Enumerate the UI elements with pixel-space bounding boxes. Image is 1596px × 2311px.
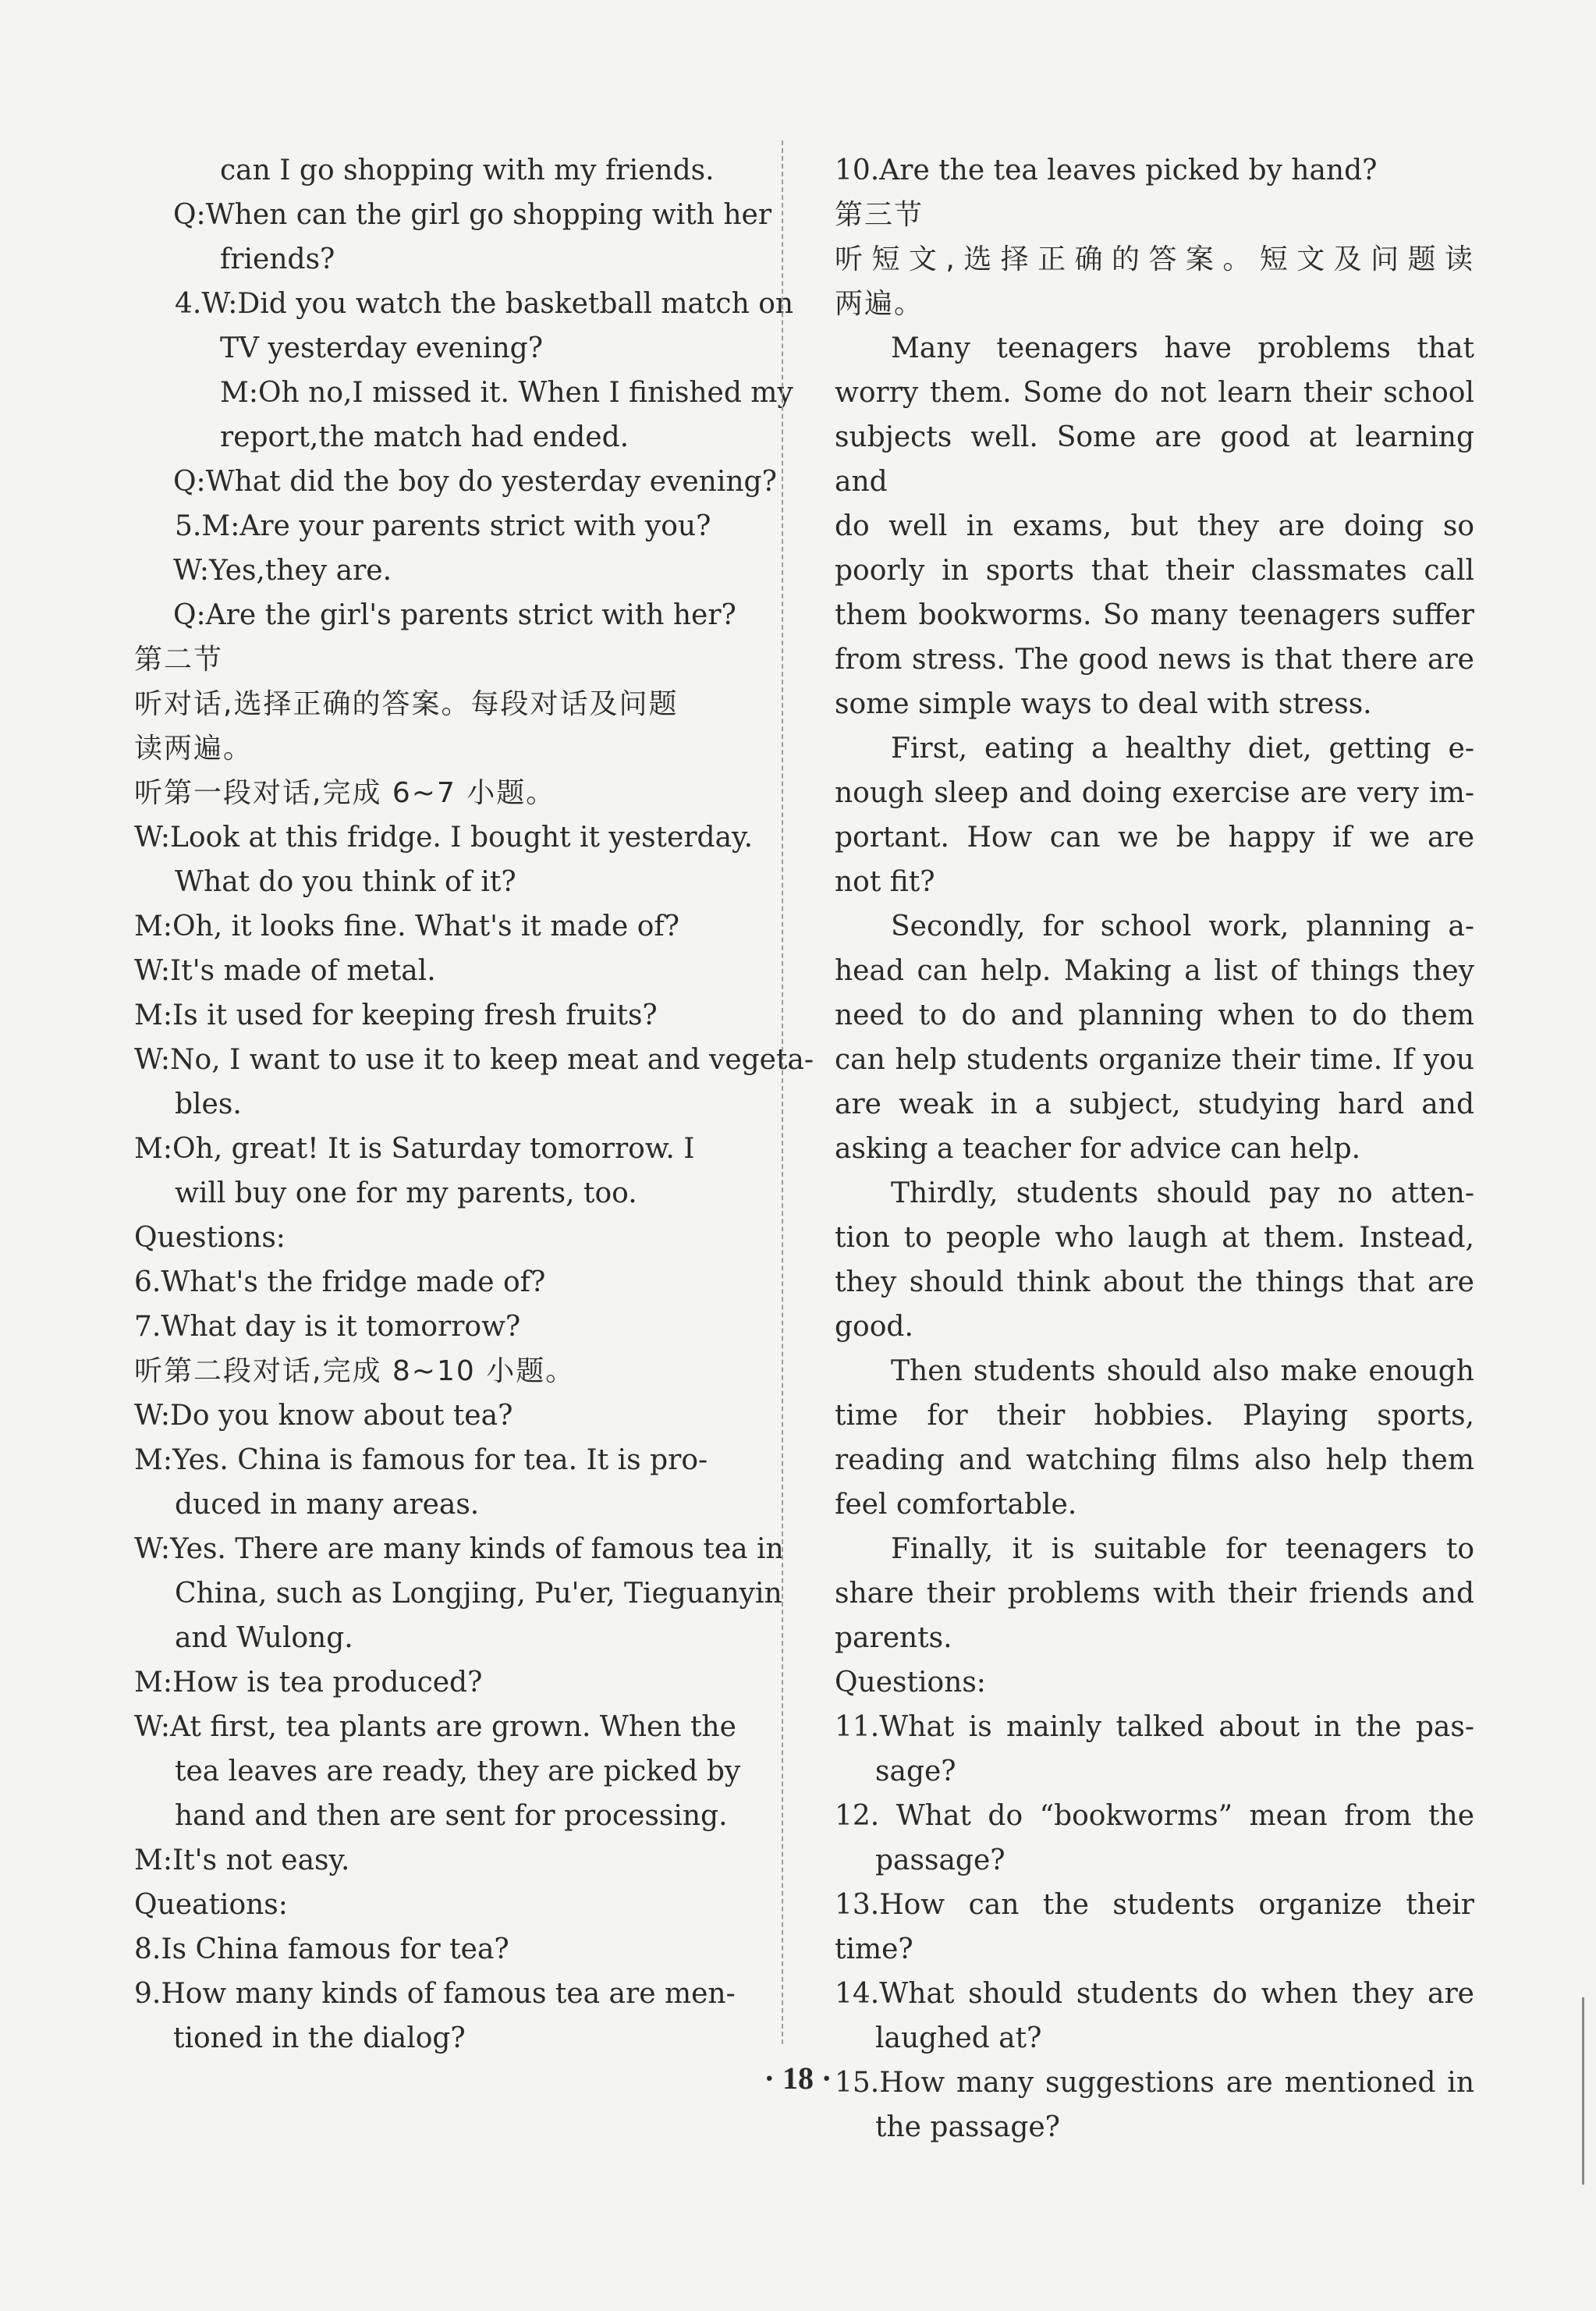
dialog-line: M:Is it used for keeping fresh fruits? (134, 999, 658, 1031)
dialog-line: hand and then are sent for processing. (175, 1800, 728, 1832)
passage-line: subjects well. Some are good at learning and (835, 421, 1474, 498)
dialog-line: M:Oh no,I missed it. When I finished my (220, 377, 793, 409)
column-divider (782, 140, 783, 2044)
question-line: laughed at? (875, 2022, 1042, 2054)
dialog-line: M:Oh, great! It is Saturday tomorrow. I (134, 1133, 695, 1165)
passage-line: nough sleep and doing exercise are very im- (835, 777, 1474, 809)
scan-edge-mark (1582, 1997, 1584, 2185)
dialog-line: can I go shopping with my friends. (220, 154, 715, 186)
passage-line: time for their hobbies. Playing sports, (835, 1400, 1474, 1432)
passage-line: share their problems with their friends and (835, 1578, 1474, 1610)
dialog-line: What do you think of it? (175, 866, 516, 898)
dialog-line: M:It's not easy. (134, 1844, 350, 1876)
dialog-line: 9.How many kinds of famous tea are men- (134, 1978, 736, 2010)
dialog-line: W:It's made of metal. (134, 955, 436, 987)
dialog-line: bles. (175, 1088, 242, 1120)
dialog-line: 听第一段对话,完成 6~7 小题。 (134, 777, 556, 809)
dialog-line: M:How is tea produced? (134, 1667, 483, 1699)
dialog-line: tea leaves are ready, they are picked by (175, 1755, 741, 1787)
dialog-line: W:At first, tea plants are grown. When the (134, 1711, 736, 1743)
dialog-line: 听第二段对话,完成 8~10 小题。 (134, 1355, 576, 1387)
section-instruction: 听短文,选择正确的答案。短文及问题读 (835, 243, 1474, 275)
dialog-line: friends? (220, 243, 335, 275)
passage-line: Many teenagers have problems that (891, 332, 1474, 364)
question-line: 13.How can the students organize their time? (835, 1889, 1474, 1965)
passage-line: good. (835, 1311, 913, 1343)
passage-line: worry them. Some do not learn their school (835, 377, 1474, 409)
dialog-line: Queations: (134, 1889, 288, 1921)
passage-line: asking a teacher for advice can help. (835, 1133, 1361, 1165)
passage-line: from stress. The good news is that there are (835, 644, 1474, 676)
passage-line: do well in exams, but they are doing so (835, 510, 1474, 542)
dialog-line: 6.What's the fridge made of? (134, 1266, 546, 1298)
left-column (134, 148, 814, 2061)
passage-line: can help students organize their time. If you (835, 1044, 1474, 1076)
question-line: 15.How many suggestions are mentioned in (835, 2067, 1474, 2099)
dialog-line: report,the match had ended. (220, 421, 630, 453)
dialog-line: 8.Is China famous for tea? (134, 1933, 509, 1965)
dialog-line: W:Yes. There are many kinds of famous tea in (134, 1533, 784, 1565)
dialog-line: W:No, I want to use it to keep meat and vegeta- (134, 1044, 814, 1076)
passage-line: Secondly, for school work, planning a- (891, 911, 1474, 943)
questions-label: Questions: (835, 1667, 986, 1699)
question-line: 12. What do “bookworms” mean from the (835, 1800, 1474, 1832)
passage-line: head can help. Making a list of things they (835, 955, 1474, 987)
section-instruction-end: 两遍。 (835, 288, 924, 320)
question-line: the passage? (875, 2111, 1060, 2143)
dialog-line: W:Look at this fridge. I bought it yesterday. (134, 822, 754, 854)
passage-line: need to do and planning when to do them (835, 999, 1474, 1031)
dialog-line: Q:When can the girl go shopping with her (173, 199, 772, 231)
dialog-line: 7.What day is it tomorrow? (134, 1311, 521, 1343)
dialog-line: M:Oh, it looks fine. What's it made of? (134, 911, 680, 943)
question-line: 11.What is mainly talked about in the pas- (835, 1711, 1474, 1743)
question-line: 14.What should students do when they are (835, 1978, 1474, 2010)
passage-line: them bookworms. So many teenagers suffer (835, 599, 1474, 631)
passage-line: parents. (835, 1622, 952, 1654)
passage (835, 326, 1474, 1660)
section-title: 第三节 (835, 199, 924, 231)
dialog-line: China, such as Longjing, Pu'er, Tieguanyin (175, 1578, 782, 1610)
dialog-line: Questions: (134, 1222, 286, 1254)
passage-line: Then students should also make enough (891, 1355, 1474, 1387)
question-line: sage? (875, 1755, 956, 1787)
dialog-line: TV yesterday evening? (220, 332, 544, 364)
dialog-line: W:Yes,they are. (173, 555, 392, 587)
dialog-line: W:Do you know about tea? (134, 1400, 513, 1432)
passage-line: reading and watching films also help them (835, 1444, 1474, 1476)
passage-line: feel comfortable. (835, 1489, 1077, 1521)
passage-line: they should think about the things that are (835, 1266, 1474, 1298)
dialog-line: M:Yes. China is famous for tea. It is pro- (134, 1444, 708, 1476)
dialog-line: 读两遍。 (134, 733, 254, 765)
question-line: passage? (875, 1844, 1005, 1876)
question-10: 10.Are the tea leaves picked by hand? (835, 154, 1378, 186)
dialog-line: 5.M:Are your parents strict with you? (175, 510, 711, 542)
page-number: · 18 · (764, 2061, 832, 2096)
right-column (835, 148, 1474, 2149)
dialog-line: Q:Are the girl's parents strict with her? (173, 599, 736, 631)
passage-line: portant. How can we be happy if we are (835, 822, 1474, 854)
dialog-line: tioned in the dialog? (173, 2022, 466, 2054)
dialog-line: will buy one for my parents, too. (175, 1177, 637, 1209)
passage-line: tion to people who laugh at them. Instead, (835, 1222, 1474, 1254)
dialog-line: and Wulong. (175, 1622, 353, 1654)
passage-line: not fit? (835, 866, 935, 898)
dialog-line: Q:What did the boy do yesterday evening? (173, 466, 777, 498)
dialog-line: duced in many areas. (175, 1489, 480, 1521)
dialog-line: 听对话,选择正确的答案。每段对话及问题 (134, 688, 679, 720)
passage-line: First, eating a healthy diet, getting e- (891, 733, 1474, 765)
dialog-line: 第二节 (134, 644, 224, 676)
passage-line: are weak in a subject, studying hard and (835, 1088, 1474, 1120)
passage-line: Thirdly, students should pay no atten- (891, 1177, 1474, 1209)
dialog-line: 4.W:Did you watch the basketball match on (175, 288, 794, 320)
passage-line: poorly in sports that their classmates call (835, 555, 1474, 587)
passage-line: some simple ways to deal with stress. (835, 688, 1372, 720)
passage-line: Finally, it is suitable for teenagers to (891, 1533, 1474, 1565)
